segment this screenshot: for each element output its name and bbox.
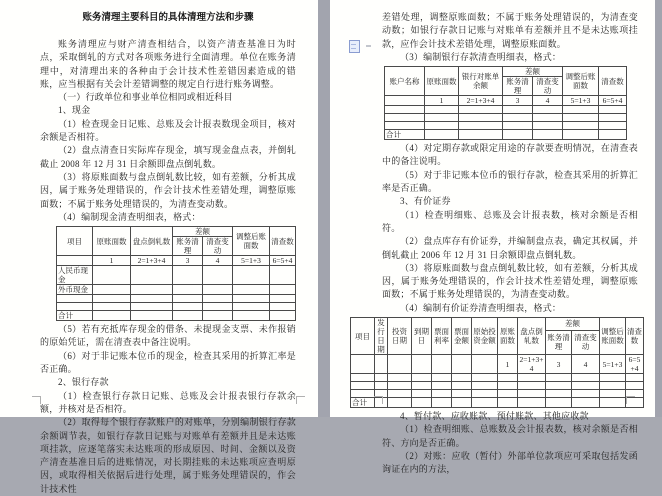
table-cell [432,390,452,398]
paragraph: （2）取得每个银行存款账户的对账单，分别编制银行存款余额调节表，如银行存款日记账与对账单有差额并且是未达账项挂款，应逐笔落实未达账项的形成原因、时间、金额以及资产清查基准日后的进账情况，对长期挂账的未达账项应查明原因，或取得相关依据后进行处理，属于账务处理错误的，作会计技术性 [40,417,296,494]
table-cell [412,355,432,374]
table-cell: 6=5+4 [599,96,627,106]
table-cell [599,114,627,122]
table-cell [388,390,412,398]
table-cell [270,303,296,311]
section-bank [40,323,296,496]
table-cell: 2=1+3+4 [131,256,173,266]
table-cell [472,355,498,374]
table-cell [432,355,452,374]
table-cell [57,303,93,311]
column-header: 账务清理 [503,77,533,96]
table-cell [57,256,93,266]
cash-clearance-table [56,226,296,321]
paragraph: （4）对定期存款或限定用途的存款要查明情况，在清查表中的备注说明。 [382,143,638,167]
table-cell: 合计 [385,130,425,140]
table-cell: 外币现金 [57,285,93,295]
annotation-page-icon[interactable] [349,40,360,53]
table-cell [388,382,412,390]
table-cell [385,114,425,122]
table-cell [452,398,472,408]
table-cell [452,382,472,390]
column-header: 差额 [173,227,233,237]
table-cell [93,285,131,295]
table-cell [203,295,233,303]
table-cell [173,266,203,285]
table-cell [626,374,644,382]
table-cell [388,398,412,408]
table-cell [93,311,131,321]
table-cell [600,374,626,382]
text-boundary-mark [374,396,383,404]
total-row [57,311,296,321]
column-header: 清查变动 [533,77,563,96]
table-cell [93,295,131,303]
table-cell [626,382,644,390]
table-row [57,295,296,303]
paragraph: （3）将原账面数与盘点倒轧数比较，如有差额，分析其成因，属于账务处理错误的，作会计技术性差错处理，调整原账面数；不属于账务处理错误的，为清查变动数。 [40,171,296,209]
table-cell [599,106,627,114]
table-cell [131,303,173,311]
table-cell [563,122,599,130]
table-cell [270,311,296,321]
table-cell [425,114,459,122]
column-header: 到期日 [412,318,432,355]
table-cell: 人民币现金 [57,266,93,285]
table-cell: 4 [572,355,600,374]
table-cell: 3 [503,96,533,106]
bank-deposit-clearance-table [384,66,627,140]
table-row [351,390,644,398]
paragraph: （4）编制现金清查明细表，格式： [58,211,201,222]
table-cell [233,303,270,311]
table-cell [546,390,572,398]
paragraph: 1、现金 [58,105,91,116]
column-header: 清查变动 [203,237,233,256]
table-cell [459,106,503,114]
table-cell [173,303,203,311]
column-header: 投资日期 [388,318,412,355]
column-header: 原始投资金额 [472,318,498,355]
table-cell [498,382,518,390]
column-header: 调整后账面数 [600,318,626,355]
column-header: 清查变动 [572,330,600,354]
table-cell [518,382,546,390]
section-receivables [382,410,638,476]
table-cell [131,266,173,285]
column-header: 项目 [351,318,375,355]
table-cell [425,106,459,114]
table-cell [546,374,572,382]
table-cell [563,130,599,140]
paragraph: （1）检查现金日记账、总账及会计报表数现金项目，核对余额是否相符。 [40,118,296,143]
annotation-dash-icon [366,45,371,47]
table-cell [385,106,425,114]
column-header: 清查数 [270,227,296,256]
table-cell [498,390,518,398]
table-cell [546,382,572,390]
table-cell [533,122,563,130]
column-header: 发行日期 [375,318,388,355]
table-cell [351,355,375,374]
table-cell [472,374,498,382]
table-cell: 合计 [57,311,93,321]
table-cell [472,390,498,398]
table-header-row [385,67,627,77]
table-cell [459,130,503,140]
paragraph: （2）对账：应收（暂付）外部单位款项应可采取包括发函询证在内的方法， [382,450,638,475]
table-row [385,114,627,122]
column-header: 盘点倒轧数 [518,318,546,355]
table-cell [270,295,296,303]
table-cell [131,295,173,303]
table-cell [546,398,572,408]
table-cell [432,374,452,382]
column-header: 差额 [503,67,563,77]
table-cell [503,122,533,130]
paragraph: （2）盘点库存有价证券，并编制盘点表，确定其权属，并倒轧截止 2006 年 12 月 31 日余额即盘点倒轧数。 [382,236,638,260]
table-cell [572,390,600,398]
table-cell: 1 [93,256,131,266]
table-cell [351,382,375,390]
table-cell [173,285,203,295]
table-cell [203,311,233,321]
table-cell [572,374,600,382]
table-cell: 4 [533,96,563,106]
total-row [385,130,627,140]
table-cell [572,382,600,390]
table-cell [412,390,432,398]
table-cell [503,106,533,114]
table-cell [203,303,233,311]
table-cell [233,295,270,303]
continuation-paragraph: 差错处理，调整原账面数；不属于账务处理错误的，为清查变动数；如银行存款日记账与对账单有差额并且不是未达账项挂款，应作会计技术差错处理，调整原账面数。 [382,12,638,49]
table-cell [375,355,388,374]
paragraph: 2、银行存款 [58,377,109,388]
table-cell: 6=5+4 [270,256,296,266]
table-cell [452,374,472,382]
paragraph: （3）将原账面数与盘点倒轧数比较，如有差额，分析其成因，属于账务处理错误的，作会计技术性差错处理，调整原账面数；不属于账务处理错误的，为清查变动数。 [382,262,638,300]
table-cell [173,295,203,303]
text-boundary-mark [296,396,305,404]
table-cell: 1 [425,96,459,106]
table-cell [385,96,425,106]
table-cell [131,285,173,295]
paragraph: （1）检查银行存款日记账、总账及会计报表银行存款余额，并核对是否相符。 [40,390,296,414]
table-cell [270,285,296,295]
table-cell [270,266,296,285]
paragraph: （5）若有充抵库存现金的借条、未提现金支票、未作报销的原始凭证，需在清查表中备注说明。 [40,324,296,348]
table-cell: 5=1+3 [563,96,599,106]
intro-paragraph: 账务清理应与财产清查相结合，以资产清查基准日为时点，采取倒轧的方式对各项账务进行全面清理。单位在账务清理中，对清理出来的各种由于会计技术性差错因素造成的错账，应当根据有关会计差错调整的规定自行进行账务调整。 [40,39,296,89]
securities-clearance-table [350,317,644,408]
table-cell [233,311,270,321]
table-cell [233,285,270,295]
table-cell [600,390,626,398]
table-cell [503,114,533,122]
table-cell [425,122,459,130]
table-cell [533,130,563,140]
column-header: 票面金额 [452,318,472,355]
table-cell [452,390,472,398]
total-row [351,398,644,408]
column-header: 清查数 [599,67,627,96]
table-cell [351,374,375,382]
table-cell [432,398,452,408]
text-boundary-mark [626,396,635,404]
table-row [385,122,627,130]
table-cell [572,398,600,408]
table-cell: 2=1+3+4 [518,355,546,374]
table-cell: 3 [546,355,572,374]
table-cell [563,106,599,114]
section-securities [382,142,638,315]
table-row [57,266,296,285]
text-boundary-mark [32,396,41,404]
formula-row [57,256,296,266]
table-row [57,285,296,295]
table-cell [351,390,375,398]
bank-table-intro: （3）编制银行存款清查明细表，格式： [400,51,562,62]
table-cell [93,303,131,311]
table-cell [412,382,432,390]
document-page-left[interactable] [0,0,318,494]
table-header-row [351,318,644,331]
table-cell [385,122,425,130]
table-cell: 5=1+3 [233,256,270,266]
table-row [351,382,644,390]
table-cell [533,106,563,114]
document-page-right[interactable] [330,0,655,475]
table-cell [432,382,452,390]
page-gap-divider [318,0,330,417]
table-cell [425,130,459,140]
table-cell: 1 [498,355,518,374]
column-header: 账务清理 [173,237,203,256]
column-header: 盘点倒轧数 [131,227,173,256]
table-cell [599,130,627,140]
formula-row [351,355,644,374]
table-cell [518,398,546,408]
table-cell [388,355,412,374]
column-header: 项目 [57,227,93,256]
table-cell [203,285,233,295]
column-header: 清查数 [626,318,644,355]
table-cell [452,355,472,374]
table-cell: 3 [173,256,203,266]
table-cell [498,398,518,408]
table-cell: 2=1+3+4 [459,96,503,106]
column-header: 原账面数 [93,227,131,256]
column-header: 票面利率 [432,318,452,355]
column-header: 原账面数 [498,318,518,355]
table-cell [600,398,626,408]
column-header: 银行对账单余额 [459,67,503,96]
column-header: 账户名称 [385,67,425,96]
table-cell [131,311,173,321]
table-cell [459,114,503,122]
table-cell [518,390,546,398]
table-cell: 6=5+4 [626,355,644,374]
table-cell [57,295,93,303]
column-header: 账务清理 [546,330,572,354]
table-cell [518,374,546,382]
paragraph: （2）盘点清查日实际库存现金，填写现金盘点表，并倒轧截止 2008 年 12 月 31 日余额即盘点倒轧数。 [40,145,296,169]
document-title: 账务清理主要科目的具体清理方法和步骤 [82,13,254,23]
table-cell [459,122,503,130]
paragraph: （一）行政单位和事业单位相同或相近科目 [58,92,233,103]
table-cell [498,374,518,382]
column-header: 原账面数 [425,67,459,96]
table-cell [472,398,498,408]
table-cell: 5=1+3 [600,355,626,374]
table-cell [563,114,599,122]
table-cell [173,311,203,321]
table-row [351,374,644,382]
paragraph: （4）编制有价证券清查明细表，格式： [400,302,562,313]
table-cell [203,266,233,285]
table-header-row [57,227,296,237]
table-cell [472,382,498,390]
table-cell [599,122,627,130]
table-row [385,106,627,114]
table-cell [533,114,563,122]
table-cell [600,382,626,390]
table-cell [375,382,388,390]
paragraph: （1）检查明细账、总账数及会计报表数，核对余额是否相符、方向是否正确。 [382,424,638,448]
table-cell [503,130,533,140]
paragraph: 3、有价证券 [400,196,451,207]
table-cell [412,374,432,382]
paragraph: （5）对于非记账本位币的银行存款，检查其采用的折算汇率是否正确。 [382,169,638,194]
table-row [57,303,296,311]
paragraph: 4、暂付款、应收账款、预付账款、其他应收款 [400,411,589,422]
paragraph: （6）对于非记账本位币的现金，检查其采用的折算汇率是否正确。 [40,350,296,375]
canvas-edge [655,0,662,417]
table-cell: 合计 [351,398,375,408]
table-cell [93,266,131,285]
paragraph: （1）检查明细账、总账及会计报表数，核对余额是否相符。 [382,209,638,233]
section-cash [40,91,296,224]
table-cell [388,374,412,382]
column-header: 调整后账面数 [563,67,599,96]
table-cell [412,398,432,408]
table-cell: 4 [203,256,233,266]
column-header: 差额 [546,318,600,331]
formula-row [385,96,627,106]
table-cell [233,266,270,285]
table-cell [375,374,388,382]
column-header: 调整后账面数 [233,227,270,256]
